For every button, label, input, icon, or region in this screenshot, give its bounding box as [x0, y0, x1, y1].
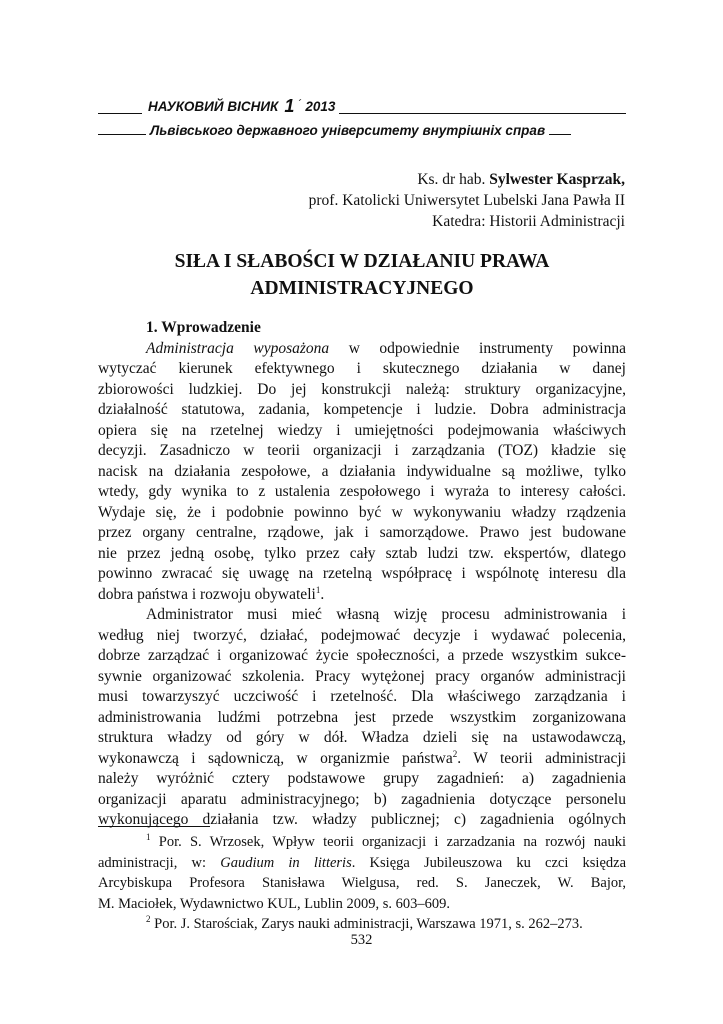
paragraph-line: nacisk na działania zespołowe, a działania indywidualne są możliwe, tylko — [98, 462, 626, 480]
footnote-1-line: M. Maciołek, Wydawnictwo KUL, Lublin 2009, s. 603–609. — [98, 895, 451, 912]
paragraph-line: działalność statutowa, zadania, kompetencje i ludzie. Dobra administracja — [98, 401, 626, 418]
header-rule-left — [98, 113, 142, 114]
paragraph-line: należy wyróżnić cztery podstawowe grupy zagadnień: a) zagadnienia — [98, 770, 626, 787]
footnotes — [98, 833, 626, 936]
paragraph-line: przez organy centralne, rządowe, jak i samorządowe. Prawo jest budowane — [98, 524, 626, 541]
author-block — [309, 169, 625, 232]
footnote-1-line: administracji, w: Gaudium in litteris. Księga Jubileuszowa ku czci księdza — [98, 854, 627, 871]
paragraph-line: wytyczać kierunek efektywnego i skutecznego działania w danej — [98, 360, 626, 377]
paragraph-line: opiera się na rzetelnej wiedzy i umiejętności podejmowania właściwych — [98, 421, 626, 439]
header2-rule-left — [98, 134, 146, 135]
title-line-2: ADMINISTRACYJNEGO — [250, 278, 474, 299]
paragraph-line: Administrator musi mieć własną wizję procesu administrowania i — [146, 606, 626, 623]
author-name: Sylwester Kasprzak, — [489, 171, 625, 188]
section-heading: 1. Wprowadzenie — [146, 319, 261, 336]
paragraph-line: dobrze zarządzać i organizować życie społeczności, a przede wszystkim sukce- — [98, 647, 626, 664]
paragraph-line: struktura władzy od góry w dół. Władza dzieli się na ustawodawczą, — [98, 729, 626, 746]
paragraph-line: dobra państwa i rozwoju obywateli$^1$. — [98, 584, 325, 603]
footnote-1-number: 1 — [146, 832, 151, 843]
paragraph-line: powinno zwracać się uwagę na rzetelną współpracę i wspólnotę interesu dla — [98, 565, 626, 582]
paragraph-line: wtedy, gdy wynika to z ustalenia zespołowego i wyraża to interesy całości. — [98, 483, 626, 500]
author-prefix: Ks. dr hab. — [417, 171, 486, 188]
paragraph-line: wykonującego działania tzw. władzy publicznej; c) zagadnienia ogólnych — [98, 811, 626, 828]
paragraph-2 — [98, 605, 626, 831]
author-affiliation: prof. Katolicki Uniwersytet Lubelski Jana Pawła II — [308, 192, 625, 209]
author-line — [309, 169, 625, 190]
paragraph-line: sywnie organizować szkolenia. Pracy wytężonej pracy organów administracji — [98, 667, 626, 685]
article-title — [98, 248, 626, 302]
issue-number: 1 — [284, 96, 295, 116]
paragraph-line: musi towarzyszyć uczciwość i rzetelność. Dla właściwego zarządzania i — [98, 688, 626, 705]
paragraph-line: zbiorowości ludzkiej. Do jej konstrukcji należą: struktury organizacyjne, — [98, 380, 626, 398]
footnote-separator — [98, 826, 210, 827]
footnote-ref-1[interactable]: 1 — [315, 584, 321, 595]
journal-title: НАУКОВИЙ ВІСНИК — [148, 99, 279, 114]
paragraph-line: według niej tworzyć, działać, podejmować decyzje i wydawać polecenia, — [98, 626, 626, 644]
title-line-1: SIŁA I SŁABOŚCI W DZIAŁANIU PRAWA — [174, 251, 550, 272]
paragraph-1 — [98, 339, 626, 606]
running-header-institution — [98, 123, 626, 138]
footnote-1-line: $^1$ Por. S. Wrzosek, Wpływ teorii organizacji i zarzadzania na rozwój nauki — [146, 832, 626, 850]
italic-lead: Administracja wyposażona — [146, 339, 330, 357]
paragraph-line: wykonawczą i sądowniczą, w organizmie państwa$^2$. W teorii administracji — [98, 748, 627, 767]
footnote-2-line: $^2$ Por. J. Starościak, Zarys nauki administracji, Warszawa 1971, s. 262–273. — [146, 914, 583, 932]
paragraph-line: Administracja wyposażona w odpowiednie instrumenty powinna — [146, 339, 626, 357]
paragraph-line: organizacji aparatu administracyjnego; b) zagadnienia dotyczące personelu — [98, 790, 626, 808]
footnote-1-line: Arcybiskupa Profesora Stanisława Wielgusa, red. S. Janeczek, W. Bajor, — [98, 875, 626, 891]
issue-year: 2013 — [305, 99, 336, 114]
paragraph-line: Wydaje się, że i podobnie powinno być w wykonywaniu władzy rządzenia — [98, 503, 626, 521]
running-header-journal — [98, 96, 626, 117]
author-department: Katedra: Historii Administracji — [432, 213, 625, 230]
footnote-italic-title: Gaudium in litteris — [220, 854, 352, 871]
article-body — [98, 318, 626, 831]
header-rule-right — [339, 113, 626, 114]
page-number: 532 — [350, 932, 373, 948]
paragraph-line: decyzji. Zasadniczo w teorii organizacji i zarządzania (TOZ) kładzie się — [98, 442, 626, 459]
paragraph-line: administrowania ludźmi potrzebna jest przede wszystkim zorganizowana — [98, 708, 626, 726]
issue-separator: ´ — [298, 96, 303, 111]
footnote-ref-2[interactable]: 2 — [452, 748, 458, 759]
institution-name: Львівського державного університету внутрішніх справ — [150, 123, 546, 138]
paragraph-line: nie przez jedną osobę, tylko przez cały sztab ludzi tzw. ekspertów, dlatego — [98, 544, 626, 562]
footnote-2-number: 2 — [146, 914, 151, 925]
header2-rule-right — [549, 134, 571, 135]
